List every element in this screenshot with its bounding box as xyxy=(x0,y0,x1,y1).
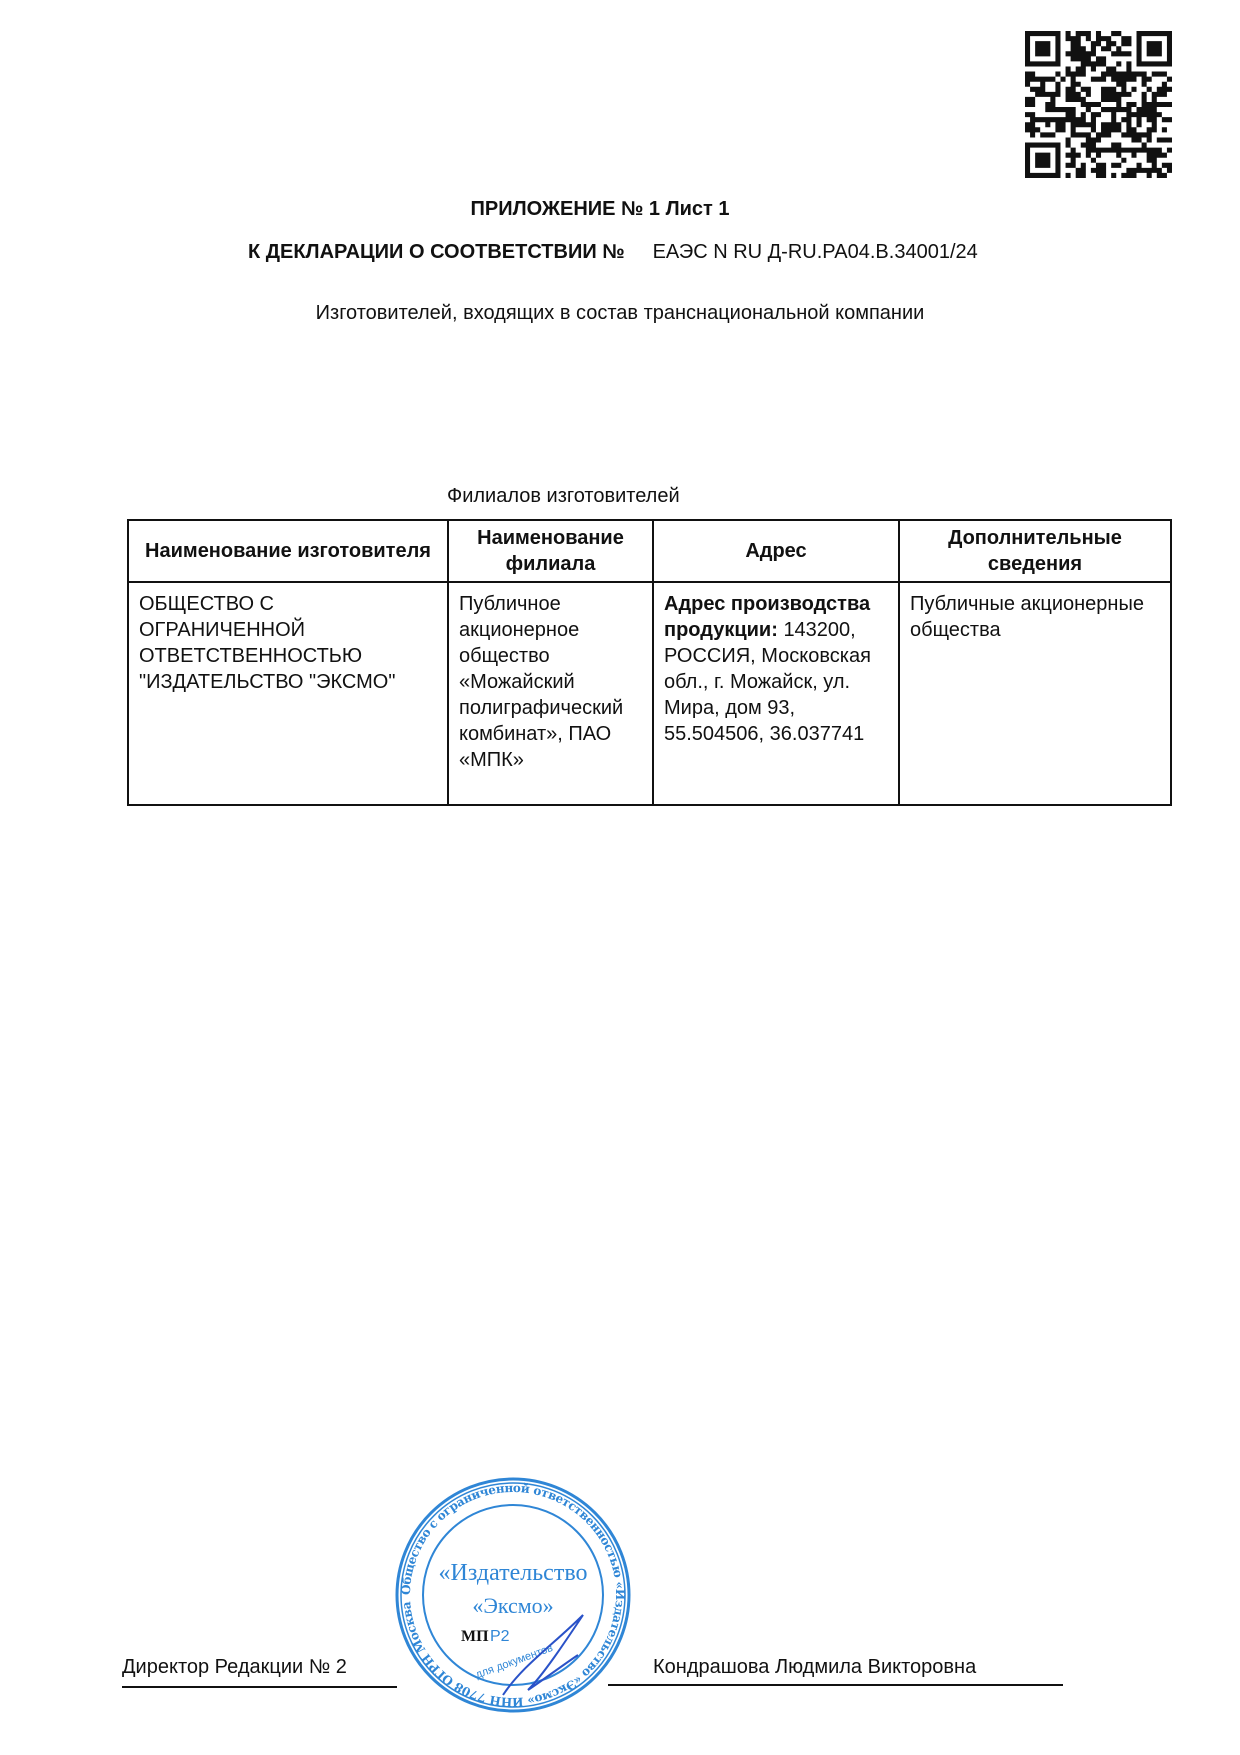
declaration-label: К ДЕКЛАРАЦИИ О СООТВЕТСТВИИ № xyxy=(248,241,625,263)
appendix-title: ПРИЛОЖЕНИЕ № 1 Лист 1 xyxy=(470,198,730,220)
address-value: 143200, РОССИЯ, Московская обл., г. Можайск, ул. Мира, дом 93, 55.504506, 36.037741 xyxy=(664,619,871,745)
stamp-center-line2: «Эксмо» xyxy=(472,1593,554,1618)
stamp-center-line1: «Издательство xyxy=(438,1560,588,1586)
address-label: Адрес производства продукции: xyxy=(664,593,871,641)
declaration-number: ЕАЭС N RU Д-RU.РА04.В.34001/24 xyxy=(652,241,978,263)
header-additional: Дополнительные сведения xyxy=(899,520,1171,582)
branches-table xyxy=(127,519,1172,806)
cell-additional: Публичные акционерные общества xyxy=(899,582,1171,805)
subtitle: Изготовителей, входящих в состав транснациональной компании xyxy=(315,302,925,324)
header-manufacturer: Наименование изготовителя xyxy=(128,520,448,582)
stamp-mp: МП xyxy=(461,1628,489,1645)
declaration-heading xyxy=(248,241,978,264)
cell-address xyxy=(653,582,899,805)
signer-position: Директор Редакции № 2 xyxy=(122,1656,397,1688)
signer-name: Кондрашова Людмила Викторовна xyxy=(608,1656,1063,1686)
table-row xyxy=(128,582,1171,805)
table-caption: Филиалов изготовителей xyxy=(447,485,680,507)
header-branch: Наименование филиала xyxy=(448,520,653,582)
cell-branch: Публичное акционерное общество «Можайский полиграфический комбинат», ПАО «МПК» xyxy=(448,582,653,805)
header-address: Адрес xyxy=(653,520,899,582)
company-stamp xyxy=(393,1475,633,1715)
stamp-bottom-text: для документов xyxy=(474,1642,555,1682)
qr-modules xyxy=(1025,31,1172,178)
cell-manufacturer: ОБЩЕСТВО С ОГРАНИЧЕННОЙ ОТВЕТСТВЕННОСТЬЮ "ИЗДАТЕЛЬСТВО "ЭКСМО" xyxy=(128,582,448,805)
qr-code xyxy=(1025,31,1172,178)
stamp-code: Р2 xyxy=(490,1628,510,1645)
stamp-outer-text: Общество с ограниченной ответственностью «Издательство «Эксмо» ИНН 7708 ОГРН Москва xyxy=(398,1480,628,1710)
table-header-row xyxy=(128,520,1171,582)
